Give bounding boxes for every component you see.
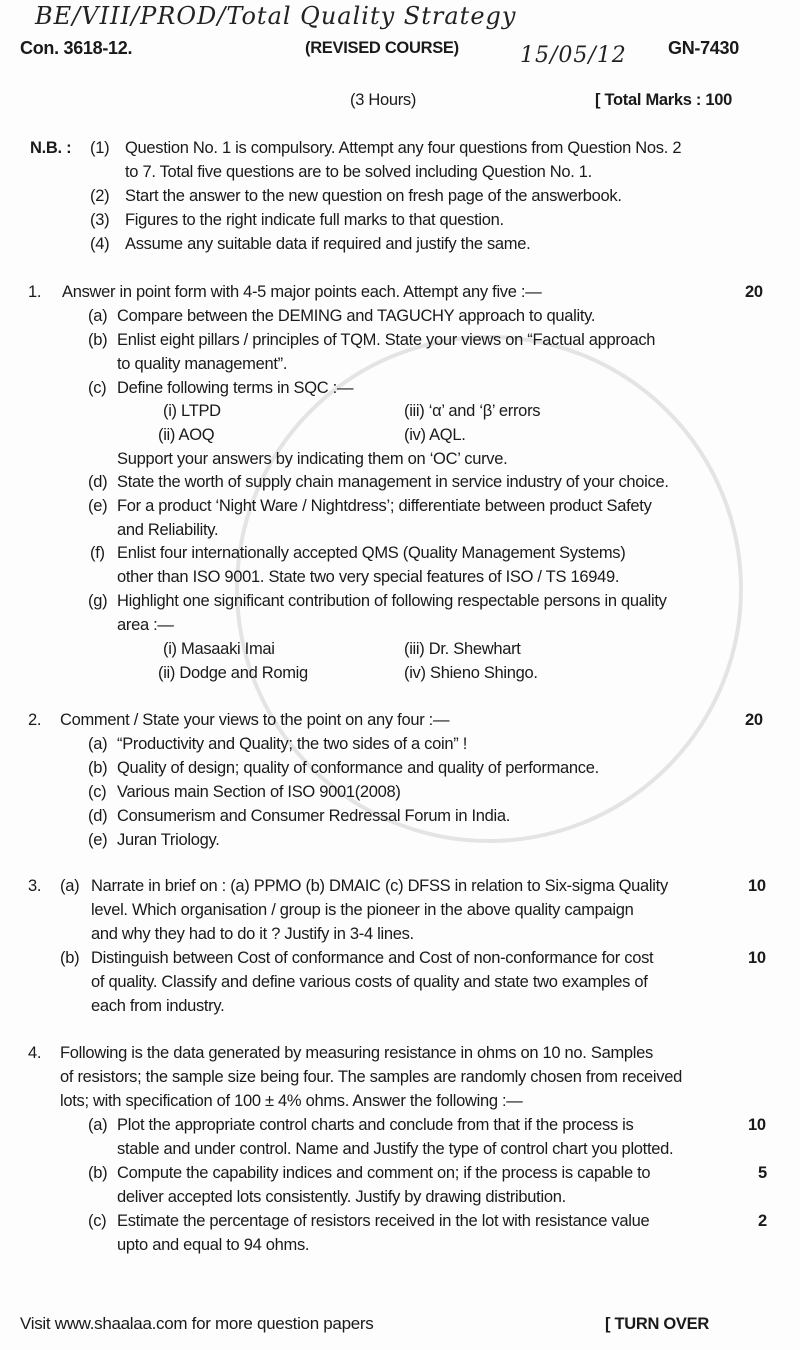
part-text: to quality management”. bbox=[117, 355, 288, 373]
nb-num: (3) bbox=[90, 211, 110, 229]
part-text: area :— bbox=[117, 616, 174, 634]
part-text: Compare between the DEMING and TAGUCHY approach to quality. bbox=[117, 307, 596, 325]
course-label: (REVISED COURSE) bbox=[305, 39, 459, 57]
con-number: Con. 3618-12. bbox=[20, 38, 133, 58]
part-text: Various main Section of ISO 9001(2008) bbox=[117, 783, 401, 801]
question-text: Comment / State your views to the point on any four :— bbox=[60, 711, 450, 729]
footer-visit-link[interactable]: Visit www.shaalaa.com for more question papers bbox=[20, 1314, 374, 1333]
marks: 20 bbox=[745, 283, 763, 301]
part-label: (b) bbox=[60, 949, 80, 967]
term: (iii) ‘α’ and ‘β’ errors bbox=[404, 402, 541, 420]
term: (iii) Dr. Shewhart bbox=[404, 640, 521, 658]
marks: 10 bbox=[748, 949, 766, 967]
question-number: 4. bbox=[28, 1044, 42, 1062]
nb-num: (2) bbox=[90, 187, 110, 205]
question-text: lots; with specification of 100 ± 4% ohms. Answer the following :— bbox=[60, 1092, 523, 1110]
part-text: level. Which organisation / group is the pioneer in the above quality campaign bbox=[91, 901, 634, 919]
marks: 20 bbox=[745, 711, 763, 729]
marks: 10 bbox=[748, 1116, 766, 1134]
part-label: (a) bbox=[88, 735, 108, 753]
paper-code: GN-7430 bbox=[668, 38, 739, 58]
part-label: (c) bbox=[88, 1212, 107, 1230]
part-label: (a) bbox=[60, 877, 80, 895]
nb-label: N.B. : bbox=[30, 139, 72, 157]
part-text: Highlight one significant contribution of following respectable persons in quality bbox=[117, 592, 667, 610]
term: (i) LTPD bbox=[163, 402, 221, 420]
part-text: State the worth of supply chain management in service industry of your choice. bbox=[117, 473, 669, 491]
question-number: 2. bbox=[28, 711, 42, 729]
part-label: (g) bbox=[88, 592, 108, 610]
part-text: Define following terms in SQC :— bbox=[117, 379, 354, 397]
nb-text: to 7. Total five questions are to be solved including Question No. 1. bbox=[125, 163, 592, 181]
part-text: Enlist eight pillars / principles of TQM. State your views on “Factual approach bbox=[117, 331, 656, 349]
part-text: other than ISO 9001. State two very special features of ISO / TS 16949. bbox=[117, 568, 620, 586]
part-label: (a) bbox=[88, 1116, 108, 1134]
part-text: “Productivity and Quality; the two sides of a coin” ! bbox=[117, 735, 468, 753]
part-text: Consumerism and Consumer Redressal Forum in India. bbox=[117, 807, 511, 825]
question-text: of resistors; the sample size being four. The samples are randomly chosen from received bbox=[60, 1068, 682, 1086]
part-text: deliver accepted lots consistently. Justify by drawing distribution. bbox=[117, 1188, 566, 1206]
term: (iv) AQL. bbox=[404, 426, 466, 444]
marks: 2 bbox=[758, 1212, 767, 1230]
part-text: Narrate in brief on : (a) PPMO (b) DMAIC (c) DFSS in relation to Six-sigma Quality bbox=[91, 877, 668, 895]
part-label: (a) bbox=[88, 307, 108, 325]
part-text: of quality. Classify and define various costs of quality and state two examples of bbox=[91, 973, 648, 991]
marks: 5 bbox=[758, 1164, 767, 1182]
part-label: (e) bbox=[88, 831, 108, 849]
part-text: Support your answers by indicating them on ‘OC’ curve. bbox=[117, 450, 508, 468]
part-text: stable and under control. Name and Justify the type of control chart you plotted. bbox=[117, 1140, 674, 1158]
part-label: (b) bbox=[88, 331, 108, 349]
part-text: Estimate the percentage of resistors received in the lot with resistance value bbox=[117, 1212, 650, 1230]
part-text: and Reliability. bbox=[117, 521, 219, 539]
part-text: For a product ‘Night Ware / Nightdress’; differentiate between product Safety bbox=[117, 497, 652, 515]
nb-text: Start the answer to the new question on fresh page of the answerbook. bbox=[125, 187, 622, 205]
part-text: Plot the appropriate control charts and conclude from that if the process is bbox=[117, 1116, 634, 1134]
duration: (3 Hours) bbox=[350, 91, 417, 109]
part-text: Compute the capability indices and comment on; if the process is capable to bbox=[117, 1164, 651, 1182]
marks: 10 bbox=[748, 877, 766, 895]
part-label: (b) bbox=[88, 1164, 108, 1182]
term: (i) Masaaki Imai bbox=[163, 640, 275, 658]
part-text: Distinguish between Cost of conformance and Cost of non-conformance for cost bbox=[91, 949, 654, 967]
part-text: Quality of design; quality of conformance and quality of performance. bbox=[117, 759, 599, 777]
nb-num: (1) bbox=[90, 139, 110, 157]
total-marks: [ Total Marks : 100 bbox=[595, 91, 733, 109]
part-label: (d) bbox=[88, 473, 108, 491]
term: (iv) Shieno Shingo. bbox=[404, 664, 538, 682]
part-label: (c) bbox=[88, 783, 107, 801]
question-number: 1. bbox=[28, 283, 42, 301]
part-text: each from industry. bbox=[91, 997, 225, 1015]
part-text: upto and equal to 94 ohms. bbox=[117, 1236, 310, 1254]
part-text: Juran Triology. bbox=[117, 831, 220, 849]
nb-text: Assume any suitable data if required and justify the same. bbox=[125, 235, 531, 253]
nb-text: Question No. 1 is compulsory. Attempt any four questions from Question Nos. 2 bbox=[125, 139, 682, 157]
part-text: and why they had to do it ? Justify in 3-4 lines. bbox=[91, 925, 414, 943]
handwritten-title: BE/VIII/PROD/Total Quality Strategy bbox=[35, 2, 517, 30]
part-label: (e) bbox=[88, 497, 108, 515]
part-label: (b) bbox=[88, 759, 108, 777]
part-label: (d) bbox=[88, 807, 108, 825]
part-text: Enlist four internationally accepted QMS (Quality Management Systems) bbox=[117, 544, 626, 562]
term: (ii) AOQ bbox=[158, 426, 215, 444]
question-number: 3. bbox=[28, 877, 42, 895]
turn-over: [ TURN OVER bbox=[605, 1315, 709, 1333]
part-label: (f) bbox=[90, 544, 105, 562]
handwritten-date: 15/05/12 bbox=[520, 43, 627, 68]
term: (ii) Dodge and Romig bbox=[158, 664, 308, 682]
part-label: (c) bbox=[88, 379, 107, 397]
question-text: Following is the data generated by measuring resistance in ohms on 10 no. Samples bbox=[60, 1044, 653, 1062]
nb-text: Figures to the right indicate full marks to that question. bbox=[125, 211, 504, 229]
question-text: Answer in point form with 4-5 major points each. Attempt any five :— bbox=[62, 283, 542, 301]
nb-num: (4) bbox=[90, 235, 110, 253]
